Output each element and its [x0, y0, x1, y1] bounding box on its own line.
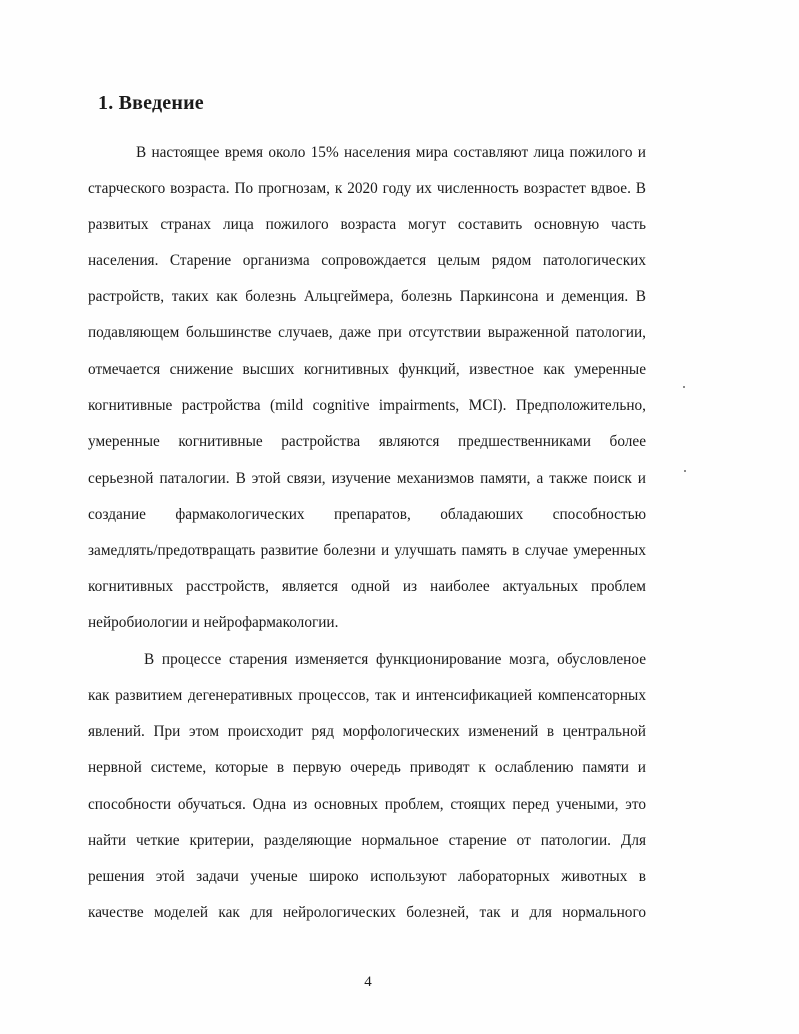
- paragraph-line: явлений. При этом происходит ряд морфологических изменений в центральной: [88, 723, 646, 740]
- paragraph-line: способности обучаться. Одна из основных проблем, стоящих перед учеными, это: [88, 796, 646, 813]
- paragraph-line: нервной системе, которые в первую очередь приводят к ослаблению памяти и: [88, 759, 646, 776]
- paragraph-line: подавляющем большинстве случаев, даже при отсутствии выраженной патологии,: [88, 324, 646, 341]
- paragraph-line: нейробиологии и нейрофармакологии.: [88, 614, 339, 631]
- paragraph-line: растройств, таких как болезнь Альцгеймера, болезнь Паркинсона и деменция. В: [88, 288, 646, 305]
- paragraph-line: создание фармакологических препаратов, обладаюших способностью: [88, 506, 646, 523]
- paragraph-line: замедлять/предотвращать развитие болезни и улучшать память в случае умеренных: [88, 542, 646, 559]
- scan-speck: [684, 470, 686, 472]
- paragraph-line: найти четкие критерии, разделяющие нормальное старение от патологии. Для: [88, 832, 646, 849]
- paragraph-line: В процессе старения изменяется функционирование мозга, обусловленое: [144, 651, 646, 668]
- paragraph-line: умеренные когнитивные растройства являются предшественниками более: [88, 433, 646, 450]
- paragraph-line: решения этой задачи ученые широко используют лабораторных животных в: [88, 868, 646, 885]
- paragraph-line: населения. Старение организма сопровождается целым рядом патологических: [88, 252, 646, 269]
- paragraph-line: когнитивных расстройств, является одной из наиболее актуальных проблем: [88, 578, 646, 595]
- paragraph-line: качестве моделей как для нейрологических болезней, так и для нормального: [88, 904, 646, 921]
- paragraph-line: отмечается снижение высших когнитивных функций, известное как умеренные: [88, 361, 646, 378]
- paragraph-line: как развитием дегенеративных процессов, так и интенсификацией компенсаторных: [88, 687, 646, 704]
- paragraph-line: В настоящее время около 15% населения мира составляют лица пожилого и: [136, 144, 646, 161]
- paragraph-line: когнитивные растройства (mild cognitive impairments, MCI). Предположительно,: [88, 397, 646, 414]
- section-heading: 1. Введение: [98, 92, 204, 114]
- scan-speck: [683, 386, 685, 388]
- paragraph-line: развитых странах лица пожилого возраста могут составить основную часть: [88, 216, 646, 233]
- page-number: 4: [364, 974, 372, 990]
- paragraph-line: серьезной паталогии. В этой связи, изучение механизмов памяти, а также поиск и: [88, 470, 646, 487]
- paragraph-line: старческого возраста. По прогнозам, к 2020 году их численность возрастет вдвое. В: [88, 180, 646, 197]
